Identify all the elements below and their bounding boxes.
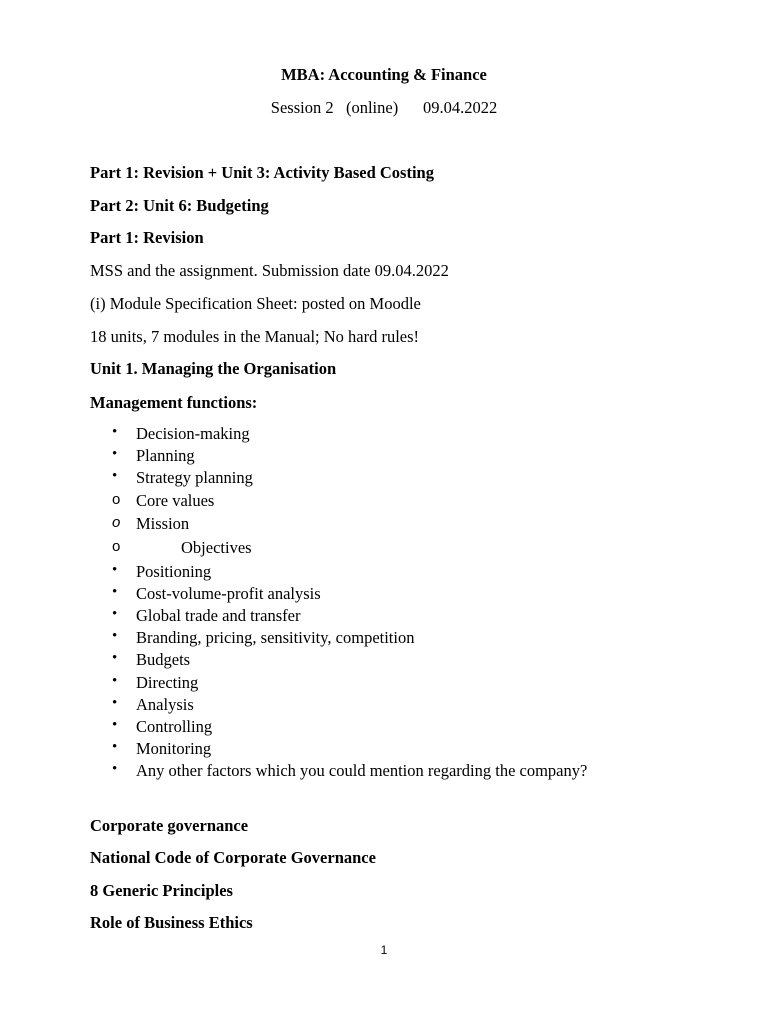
bullet-marker: •: [112, 468, 118, 484]
list-item-text: Planning: [136, 446, 195, 465]
bullet-marker: •: [112, 650, 118, 666]
list-item-text: Any other factors which you could mention regarding the company?: [136, 761, 588, 780]
circle-marker: o: [112, 491, 121, 508]
bullet-marker: •: [112, 446, 118, 462]
list-item-text: Controlling: [136, 717, 213, 736]
bullet-marker: •: [112, 606, 118, 622]
bullet-marker: •: [112, 562, 118, 578]
heading-national-code: National Code of Corporate Governance: [90, 848, 376, 867]
page-number: 1: [380, 943, 388, 957]
bullet-marker: •: [112, 761, 118, 777]
list-item-text: Positioning: [136, 562, 212, 581]
list-item-text: Objectives: [181, 538, 252, 557]
heading-part2-budgeting: Part 2: Unit 6: Budgeting: [90, 196, 269, 215]
heading-part1-revision: Part 1: Revision: [90, 228, 204, 247]
circle-marker: o: [112, 514, 121, 531]
document-title: MBA: Accounting & Finance: [281, 65, 487, 84]
session-line: Session 2 (online) 09.04.2022: [270, 98, 498, 117]
heading-generic-principles: 8 Generic Principles: [90, 881, 233, 900]
list-item-text: Budgets: [136, 650, 191, 669]
bullet-marker: •: [112, 695, 118, 711]
heading-unit1: Unit 1. Managing the Organisation: [90, 359, 337, 378]
list-item-text: Decision-making: [136, 424, 250, 443]
bullet-marker: •: [112, 584, 118, 600]
list-item-text: Cost-volume-profit analysis: [136, 584, 321, 603]
list-item-text: Analysis: [136, 695, 194, 714]
heading-corporate-governance: Corporate governance: [90, 816, 249, 835]
bullet-marker: •: [112, 673, 118, 689]
circle-marker: o: [112, 538, 121, 555]
list-item-text: Monitoring: [136, 739, 212, 758]
paragraph-mss-assignment: MSS and the assignment. Submission date 09.04.2022: [90, 261, 449, 280]
heading-business-ethics: Role of Business Ethics: [90, 913, 253, 932]
list-item-text: Strategy planning: [136, 468, 253, 487]
list-item-text: Mission: [136, 514, 190, 533]
bullet-marker: •: [112, 628, 118, 644]
bullet-marker: •: [112, 717, 118, 733]
heading-part1-revision-abc: Part 1: Revision + Unit 3: Activity Based Costing: [90, 163, 434, 182]
list-item-text: Global trade and transfer: [136, 606, 301, 625]
list-item-text: Core values: [136, 491, 215, 510]
heading-management-functions: Management functions:: [90, 393, 258, 412]
bullet-marker: •: [112, 739, 118, 755]
paragraph-units-modules: 18 units, 7 modules in the Manual; No hard rules!: [90, 327, 420, 346]
paragraph-module-spec: (i) Module Specification Sheet: posted on Moodle: [90, 294, 421, 313]
list-item-text: Directing: [136, 673, 199, 692]
list-item-text: Branding, pricing, sensitivity, competition: [136, 628, 415, 647]
bullet-marker: •: [112, 424, 118, 440]
